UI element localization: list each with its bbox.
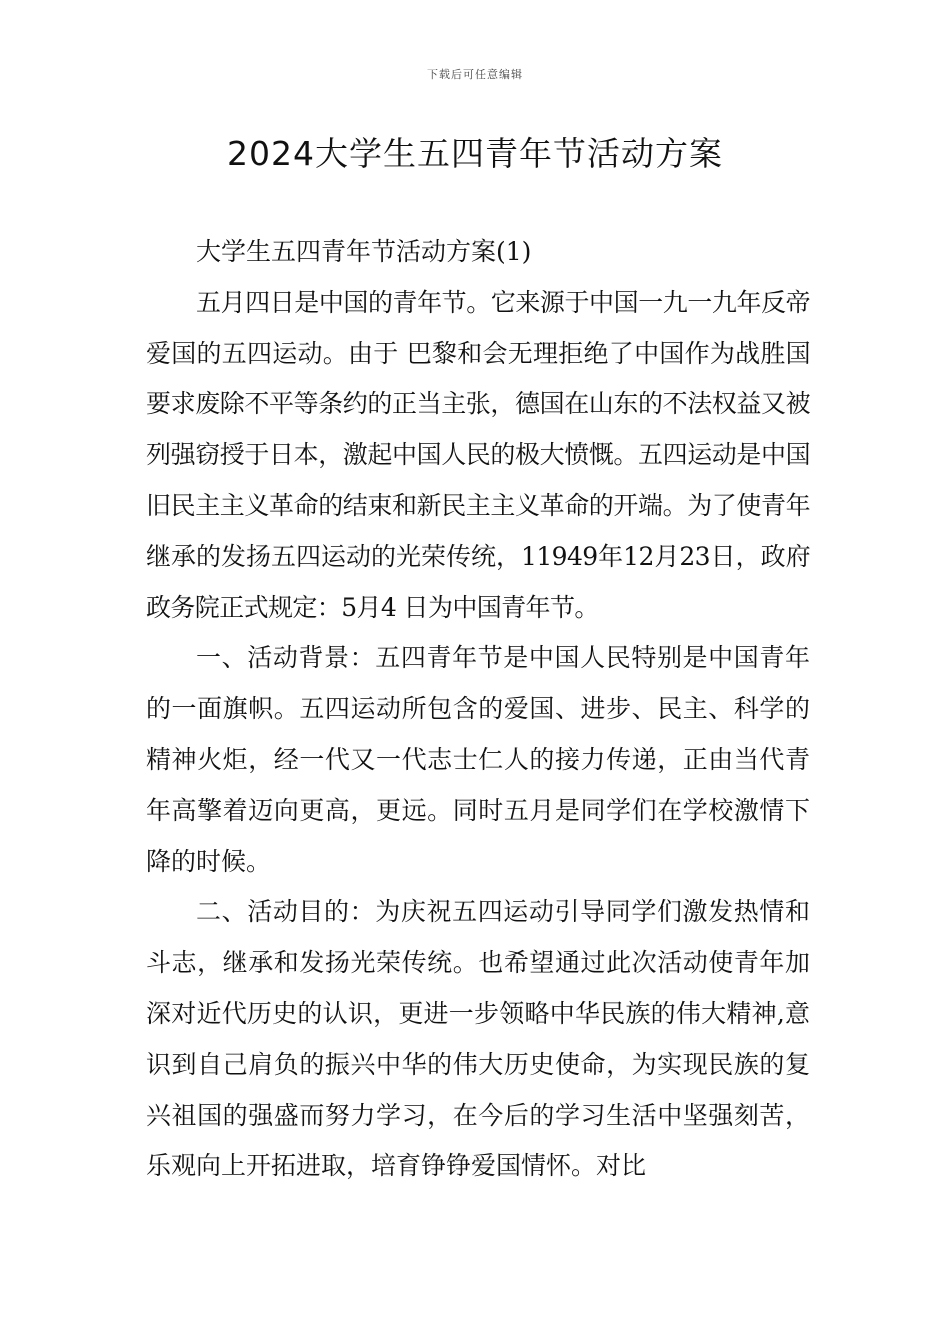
section-heading: 大学生五四青年节活动方案(1) bbox=[196, 237, 532, 266]
body-paragraph-purpose: 二、活动目的：为庆祝五四运动引导同学们激发热情和斗志，继承和发扬光荣传统。也希望通过此次活动使青年加深对近代历史的认识，更进一步领略中华民族的伟大精神,意识到自己肩负的振兴中华的伟大历史使命，为实现民族的复兴祖国的强盛而努力学习，在今后的学习生活中坚强刻苦，乐观向上开拓进取，培育铮铮爱国情怀。对比 bbox=[146, 897, 810, 1181]
body-paragraph-background: 一、活动背景：五四青年节是中国人民特别是中国青年的一面旗帜。五四运动所包含的爱国、进步、民主、科学的精神火炬，经一代又一代志士仁人的接力传递，正由当代青年高擎着迈向更高，更远。同时五月是同学们在学校激情下降的时候。 bbox=[146, 643, 810, 876]
document-title: 2024大学生五四青年节活动方案 bbox=[227, 134, 723, 173]
body-paragraph-intro: 五月四日是中国的青年节。它来源于中国一九一九年反帝爱国的五四运动。由于 巴黎和会无理拒绝了中国作为战胜国要求废除不平等条约的正当主张，德国在山东的不法权益又被列强窃授于日本，激起中国人民的极大愤慨。五四运动是中国旧民主主义革命的结束和新民主主义革命的开端。为了使青年继承的发扬五四运动的光荣传统，11949年12月23日，政府政务院正式规定：5月4 日为中国青年节。 bbox=[146, 287, 810, 622]
document-body bbox=[146, 227, 810, 1192]
header-note: 下载后可任意编辑 bbox=[427, 68, 523, 81]
